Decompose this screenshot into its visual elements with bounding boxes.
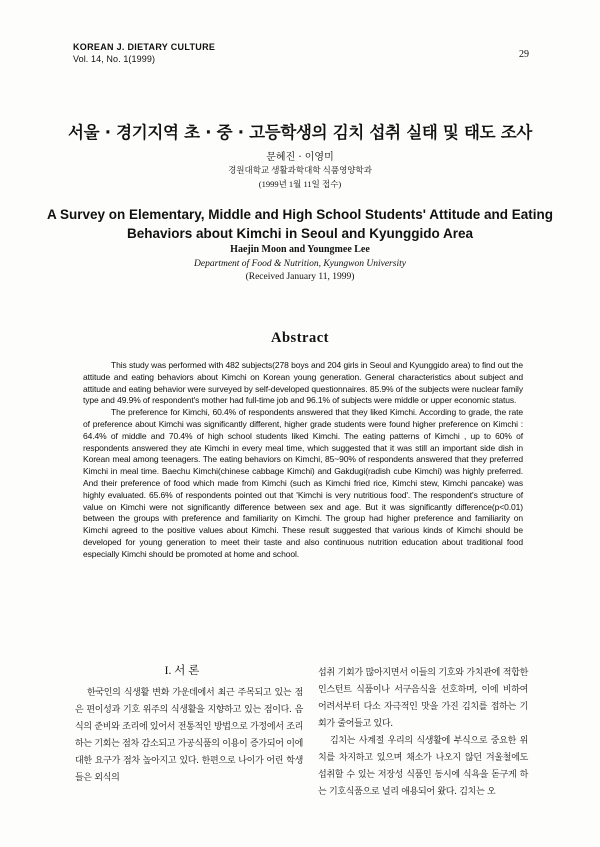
section-heading-introduction: I. 서 론 [164,665,200,677]
intro-paragraph-1-continued: 섭취 기회가 많아지면서 이들의 기호와 가치관에 적합한 인스턴트 식품이나 서구음식을 선호하며, 이에 비하여 어려서부터 다소 자극적인 맛을 가진 김치를 접하는 기회가 줄어들고 있다. [318,668,528,729]
korean-authors: 문혜진 · 이영미 [266,152,334,163]
body-column-left [75,685,303,787]
english-title [0,205,600,243]
english-authors: Haejin Moon and Youngmee Lee [230,244,370,255]
journal-name: KOREAN J. DIETARY CULTURE [73,42,216,52]
korean-title: 서울 · 경기지역 초 · 중 · 고등학생의 김치 섭취 실태 및 태도 조사 [67,123,533,142]
english-affiliation-block [0,258,600,284]
korean-affiliation: 경원대학교 생활과학대학 식품영양학과 [228,165,372,175]
journal-header [73,41,215,65]
english-received-date: (Received January 11, 1999) [245,272,355,282]
body-column-right [318,665,528,801]
abstract-paragraph-2: The preference for Kimchi, 60.4% of respondents answered that they liked Kimchi. According to grade, the rate of preference about Kimchi was significantly different, higher grade students were found higher preference on Kimchi : 64.4% of middle and 70.4% of high school students liked Kimchi. The eating patterns of Kimchi , up to 60% of respondents answered they ate Kimchi in every meal time, which suggested that it was still an important side dish in Korean meal among teenagers. The eating behaviors on Kimchi, 85~90% of respondents answered that they preferred Kimchi in meal time. Baechu Kimchi(chinese cabbage Kimchi) and Gakdugi(radish cube Kimchi) was highly preferred. And their preference of food which made from Kimchi (such as Kimchi fried rice, Kimchi stew, Kimchi pancake) was highly evaluated. 65.6% of respondents pointed out that 'Kimchi is very nutritious food'. The respondent's structure of value on Kimchi were not significantly difference between sex and age. But it was significantly difference(p<0.01) between the groups with preference and familiarity on Kimchi. The group had higher preference and familiarity on Kimchi agreed to the positive values about Kimchi. These result suggested that various kinds of Kimchi should be developed for young generation to meet their taste and also continuous nutrition education about traditional food especially Kimchi should be promoted at home and school. [83,407,523,559]
korean-affiliation-block [0,163,600,191]
intro-paragraph-2: 김치는 사계절 우리의 식생활에 부식으로 중요한 위치를 차지하고 있으며 채소가 나오지 않던 겨울철에도 섭취할 수 있는 저장성 식품인 동시에 식욕을 돋구게 하는 기호식품으로 널리 애용되어 왔다. 김치는 오 [318,736,528,797]
english-title-line1: A Survey on Elementary, Middle and High School Students' Attitude and Eating [46,207,553,222]
abstract-body [83,360,523,561]
korean-received-date: (1999년 1월 11일 접수) [258,179,342,189]
abstract-heading: Abstract [271,330,329,346]
english-department: Department of Food & Nutrition, Kyungwon University [194,259,406,269]
english-title-line2: Behaviors about Kimchi in Seoul and Kyunggido Area [126,226,474,241]
journal-volume: Vol. 14, No. 1(1999) [73,54,156,64]
abstract-paragraph-1: This study was performed with 482 subjects(278 boys and 204 girls in Seoul and Kyunggido area) to find out the attitude and eating behaviors about Kimchi on Korean young generation. General characteristics about subject and attitude and eating behavior were surveyed by self-developed questionnaires. 85.9% of the subjects were nuclear family type and 49.9% of respondent's mother had full-time job and 96.1% of subjects were middle or upper economic status. [83,360,523,406]
page-number: 29 [519,49,529,60]
intro-paragraph-1: 한국인의 식생활 변화 가운데에서 최근 주목되고 있는 점은 편이성과 기호 위주의 식생활을 지향하고 있는 점이다. 음식의 준비와 조리에 있어서 전통적인 방법으로 가정에서 조리하는 기회는 점차 감소되고 가공식품의 이용이 증가되어 이에 대한 요구가 점차 높아지고 있다. 한편으로 나이가 어린 학생들은 외식의 [75,688,303,783]
